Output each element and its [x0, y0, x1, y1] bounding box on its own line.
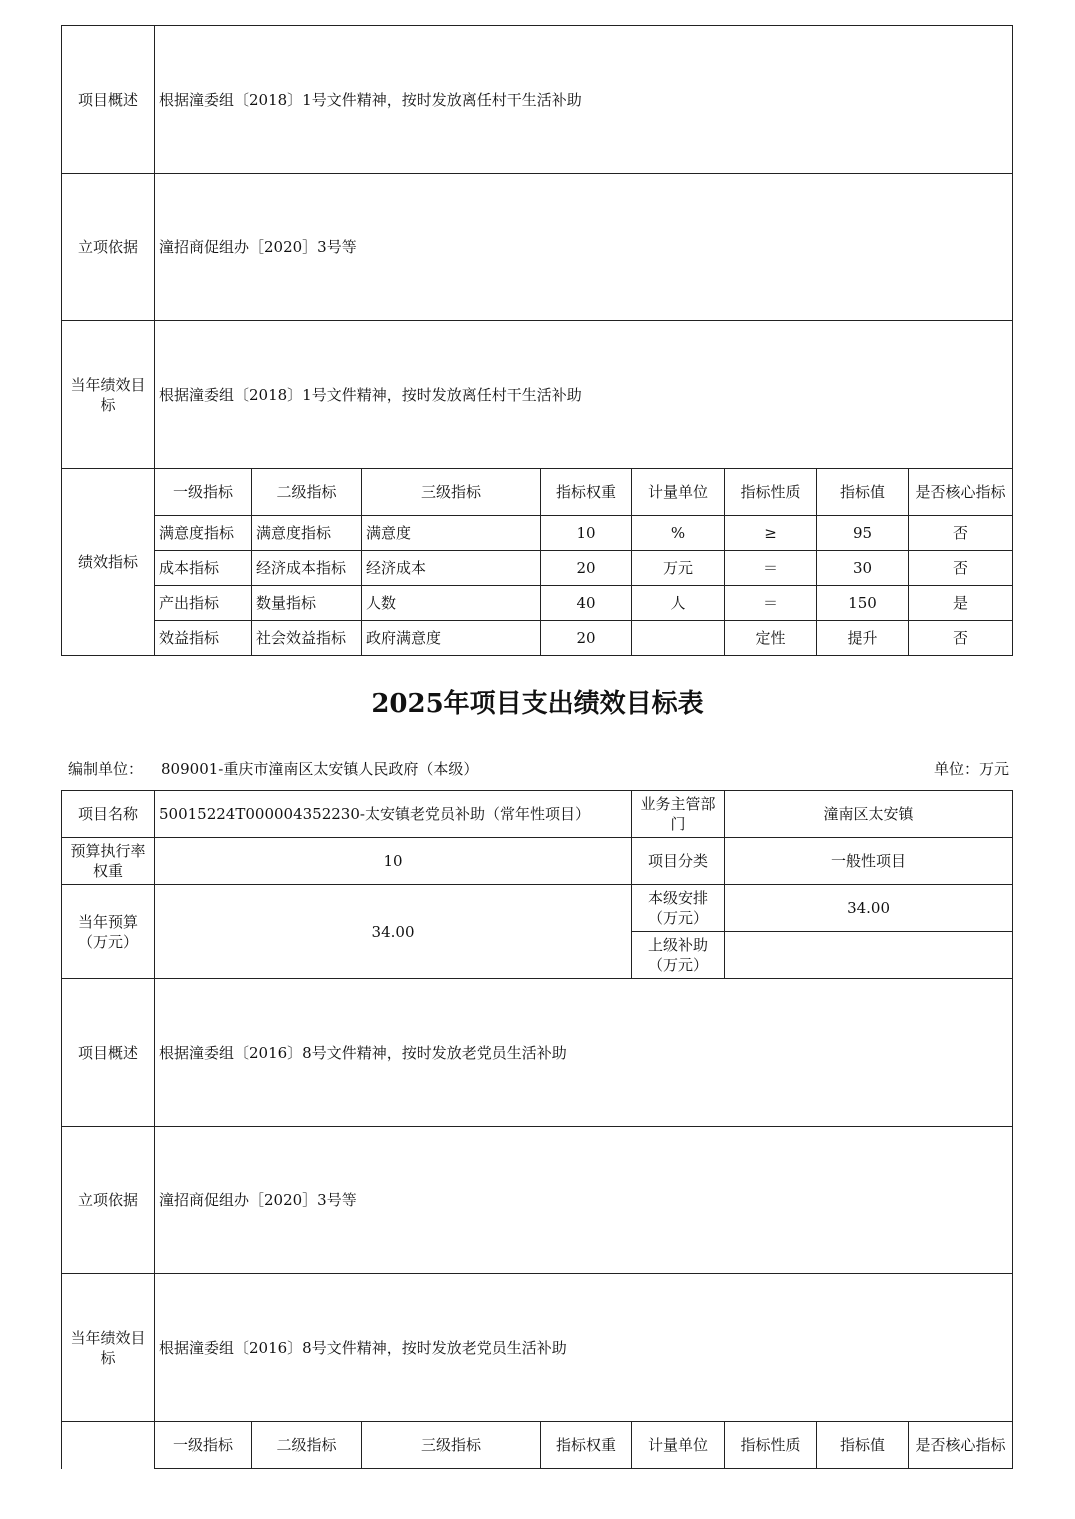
cell: 满意度指标: [155, 516, 252, 551]
header-weight: 指标权重: [541, 1422, 632, 1469]
performance-table-2: [61, 790, 1013, 1469]
overview-row-2: [62, 979, 1013, 1127]
budget-label: 当年预算（万元）: [62, 885, 155, 979]
cell: 政府满意度: [362, 621, 541, 656]
cell: 150: [817, 586, 909, 621]
goal-label-2: 当年绩效目标: [62, 1274, 155, 1422]
compiling-unit-value: 809001-重庆市潼南区太安镇人民政府（本级）: [161, 760, 479, 778]
cell: ＝: [725, 586, 817, 621]
header-core: 是否核心指标: [909, 1422, 1013, 1469]
table-row: [62, 621, 1013, 656]
cell: 数量指标: [252, 586, 362, 621]
header-level2: 二级指标: [252, 1422, 362, 1469]
weight-value: 10: [155, 838, 632, 885]
category-label: 项目分类: [632, 838, 725, 885]
cell: 20: [541, 621, 632, 656]
cell: 否: [909, 621, 1013, 656]
header-level2: 二级指标: [252, 469, 362, 516]
basis-label: 立项依据: [62, 174, 155, 321]
cell: 成本指标: [155, 551, 252, 586]
cell: ≥: [725, 516, 817, 551]
header-level3: 三级指标: [362, 1422, 541, 1469]
currency-unit: 单位：万元: [933, 760, 1009, 778]
basis-row-2: [62, 1127, 1013, 1274]
page-title: 2025年项目支出绩效目标表: [371, 689, 704, 719]
header-level3: 三级指标: [362, 469, 541, 516]
cell: 满意度指标: [252, 516, 362, 551]
weight-label: 预算执行率权重: [62, 838, 155, 885]
cell: %: [632, 516, 725, 551]
basis-value: 潼招商促组办［2020］3号等: [155, 174, 1013, 321]
overview-row: [62, 26, 1013, 174]
indicator-header-row-2: [62, 1422, 1013, 1469]
category-value: 一般性项目: [725, 838, 1013, 885]
goal-row-2: [62, 1274, 1013, 1422]
upper-value: [725, 932, 1013, 979]
cell: 否: [909, 551, 1013, 586]
goal-row: [62, 321, 1013, 469]
cell: 提升: [817, 621, 909, 656]
table-row: [62, 586, 1013, 621]
basis-label-2: 立项依据: [62, 1127, 155, 1274]
table-row: [62, 551, 1013, 586]
overview-label: 项目概述: [62, 26, 155, 174]
overview-value: 根据潼委组〔2018〕1号文件精神，按时发放离任村干生活补助: [155, 26, 1013, 174]
cell: 经济成本: [362, 551, 541, 586]
header-nature: 指标性质: [725, 1422, 817, 1469]
weight-row: [62, 838, 1013, 885]
cell: 否: [909, 516, 1013, 551]
cell: 产出指标: [155, 586, 252, 621]
goal-value: 根据潼委组〔2018〕1号文件精神，按时发放离任村干生活补助: [155, 321, 1013, 469]
cell: 20: [541, 551, 632, 586]
cell: 定性: [725, 621, 817, 656]
cell: 10: [541, 516, 632, 551]
header-core: 是否核心指标: [909, 469, 1013, 516]
header-unit: 计量单位: [632, 469, 725, 516]
local-label: 本级安排（万元）: [632, 885, 725, 932]
cell: 人数: [362, 586, 541, 621]
indicators-label: 绩效指标: [62, 469, 155, 656]
project-name-value: 50015224T000004352230-太安镇老党员补助（常年性项目）: [155, 791, 632, 838]
basis-row: [62, 174, 1013, 321]
cell: [632, 621, 725, 656]
overview-label-2: 项目概述: [62, 979, 155, 1127]
upper-label: 上级补助（万元）: [632, 932, 725, 979]
cell: 满意度: [362, 516, 541, 551]
header-level1: 一级指标: [155, 1422, 252, 1469]
cell: 人: [632, 586, 725, 621]
header-nature: 指标性质: [725, 469, 817, 516]
header-level1: 一级指标: [155, 469, 252, 516]
cell: 是: [909, 586, 1013, 621]
basis-value-2: 潼招商促组办［2020］3号等: [155, 1127, 1013, 1274]
cell: 30: [817, 551, 909, 586]
header-value: 指标值: [817, 469, 909, 516]
cell: 95: [817, 516, 909, 551]
indicator-header-row: [62, 469, 1013, 516]
header-value: 指标值: [817, 1422, 909, 1469]
project-name-label: 项目名称: [62, 791, 155, 838]
compiling-unit-label: 编制单位：: [68, 760, 144, 778]
cell: ＝: [725, 551, 817, 586]
project-name-row: [62, 791, 1013, 838]
cell: 40: [541, 586, 632, 621]
overview-value-2: 根据潼委组〔2016〕8号文件精神，按时发放老党员生活补助: [155, 979, 1013, 1127]
cell: 效益指标: [155, 621, 252, 656]
dept-value: 潼南区太安镇: [725, 791, 1013, 838]
budget-value: 34.00: [155, 885, 632, 979]
header-unit: 计量单位: [632, 1422, 725, 1469]
goal-label: 当年绩效目标: [62, 321, 155, 469]
goal-value-2: 根据潼委组〔2016〕8号文件精神，按时发放老党员生活补助: [155, 1274, 1013, 1422]
compiling-unit: [68, 758, 496, 779]
header-weight: 指标权重: [541, 469, 632, 516]
indicators-label-cell: [62, 1422, 155, 1469]
budget-row-1: [62, 885, 1013, 932]
cell: 社会效益指标: [252, 621, 362, 656]
table-row: [62, 516, 1013, 551]
performance-table-1: [61, 25, 1013, 656]
dept-label: 业务主管部门: [632, 791, 725, 838]
cell: 经济成本指标: [252, 551, 362, 586]
local-value: 34.00: [725, 885, 1013, 932]
cell: 万元: [632, 551, 725, 586]
